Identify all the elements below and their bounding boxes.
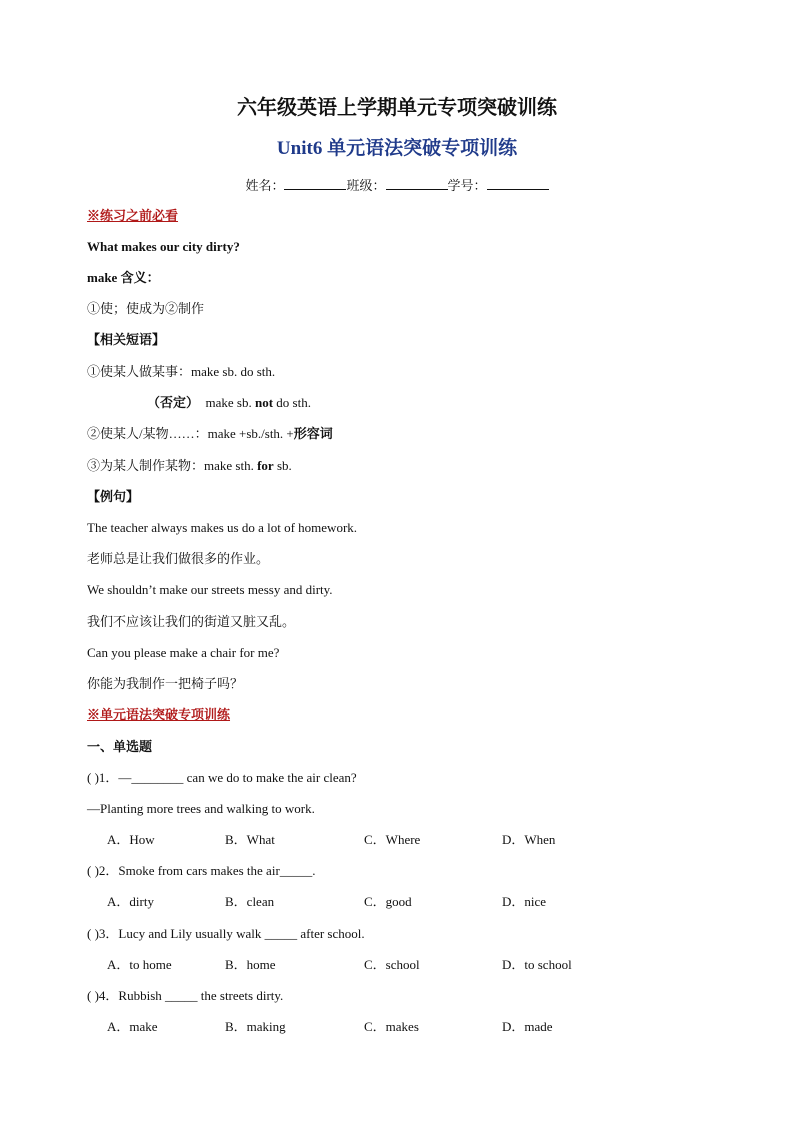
class-label: 班级： — [346, 178, 386, 193]
question-1-option-c[interactable]: C．Where — [364, 832, 421, 847]
id-label: 学号： — [447, 178, 487, 193]
question-4-option-d[interactable]: D．made — [502, 1019, 553, 1034]
phrases-heading: 【相关短语】 — [87, 332, 166, 347]
make-meaning-label: make 含义： — [87, 270, 160, 285]
question-3-option-b[interactable]: B．home — [225, 957, 276, 972]
phrase-2: ②使某人/某物……：make +sb./sth. +形容词 — [87, 426, 333, 441]
question-1-stem: ( )1．—________ can we do to make the air clean? — [87, 770, 357, 785]
question-2-option-b[interactable]: B．clean — [225, 894, 275, 909]
section-heading-practice: ※单元语法突破专项训练 — [87, 707, 231, 722]
question-1-answer-line: —Planting more trees and walking to work. — [87, 801, 315, 816]
example-1-chinese: 老师总是让我们做很多的作业。 — [87, 551, 270, 566]
question-2-option-c[interactable]: C．good — [364, 894, 412, 909]
question-4-option-a[interactable]: A．make — [107, 1019, 158, 1034]
question-3-option-d[interactable]: D．to school — [502, 957, 572, 972]
question-4-stem: ( )4．Rubbish _____ the streets dirty. — [87, 988, 284, 1003]
id-blank[interactable] — [487, 177, 549, 190]
class-blank[interactable] — [386, 177, 448, 190]
student-info-row — [0, 177, 794, 194]
example-3-english: Can you please make a chair for me? — [87, 645, 280, 660]
name-label: 姓名： — [245, 178, 285, 193]
make-meanings: ①使；使成为②制作 — [87, 301, 205, 316]
question-1-option-d[interactable]: D．When — [502, 832, 556, 847]
section-heading-preview: ※练习之前必看 — [87, 208, 179, 223]
question-1-option-b[interactable]: B．What — [225, 832, 275, 847]
unit-subtitle: Unit6 单元语法突破专项训练 — [276, 138, 518, 159]
worksheet-title: 六年级英语上学期单元专项突破训练 — [237, 97, 557, 119]
question-2-option-a[interactable]: A．dirty — [107, 894, 154, 909]
part-title: 一、单选题 — [87, 739, 153, 754]
question-4-option-c[interactable]: C．makes — [364, 1019, 419, 1034]
question-4-option-b[interactable]: B．making — [225, 1019, 286, 1034]
example-3-chinese: 你能为我制作一把椅子吗？ — [87, 676, 244, 691]
question-3-stem: ( )3．Lucy and Lily usually walk _____ after school. — [87, 926, 365, 941]
question-1-option-a[interactable]: A．How — [107, 832, 155, 847]
question-2-option-d[interactable]: D．nice — [502, 894, 547, 909]
examples-heading: 【例句】 — [87, 489, 140, 504]
question-2-stem: ( )2．Smoke from cars makes the air_____. — [87, 863, 316, 878]
question-3-option-a[interactable]: A．to home — [107, 957, 172, 972]
phrase-1-negative: （否定） make sb. not do sth. — [147, 395, 311, 410]
example-1-english: The teacher always makes us do a lot of homework. — [87, 520, 358, 535]
example-2-chinese: 我们不应该让我们的街道又脏又乱。 — [87, 614, 296, 629]
example-2-english: We shouldn’t make our streets messy and dirty. — [87, 582, 333, 597]
phrase-3: ③为某人制作某物：make sth. for sb. — [87, 458, 292, 473]
name-blank[interactable] — [284, 177, 346, 190]
question-3-option-c[interactable]: C．school — [364, 957, 420, 972]
phrase-1: ①使某人做某事：make sb. do sth. — [87, 364, 276, 379]
key-question: What makes our city dirty? — [87, 239, 240, 254]
